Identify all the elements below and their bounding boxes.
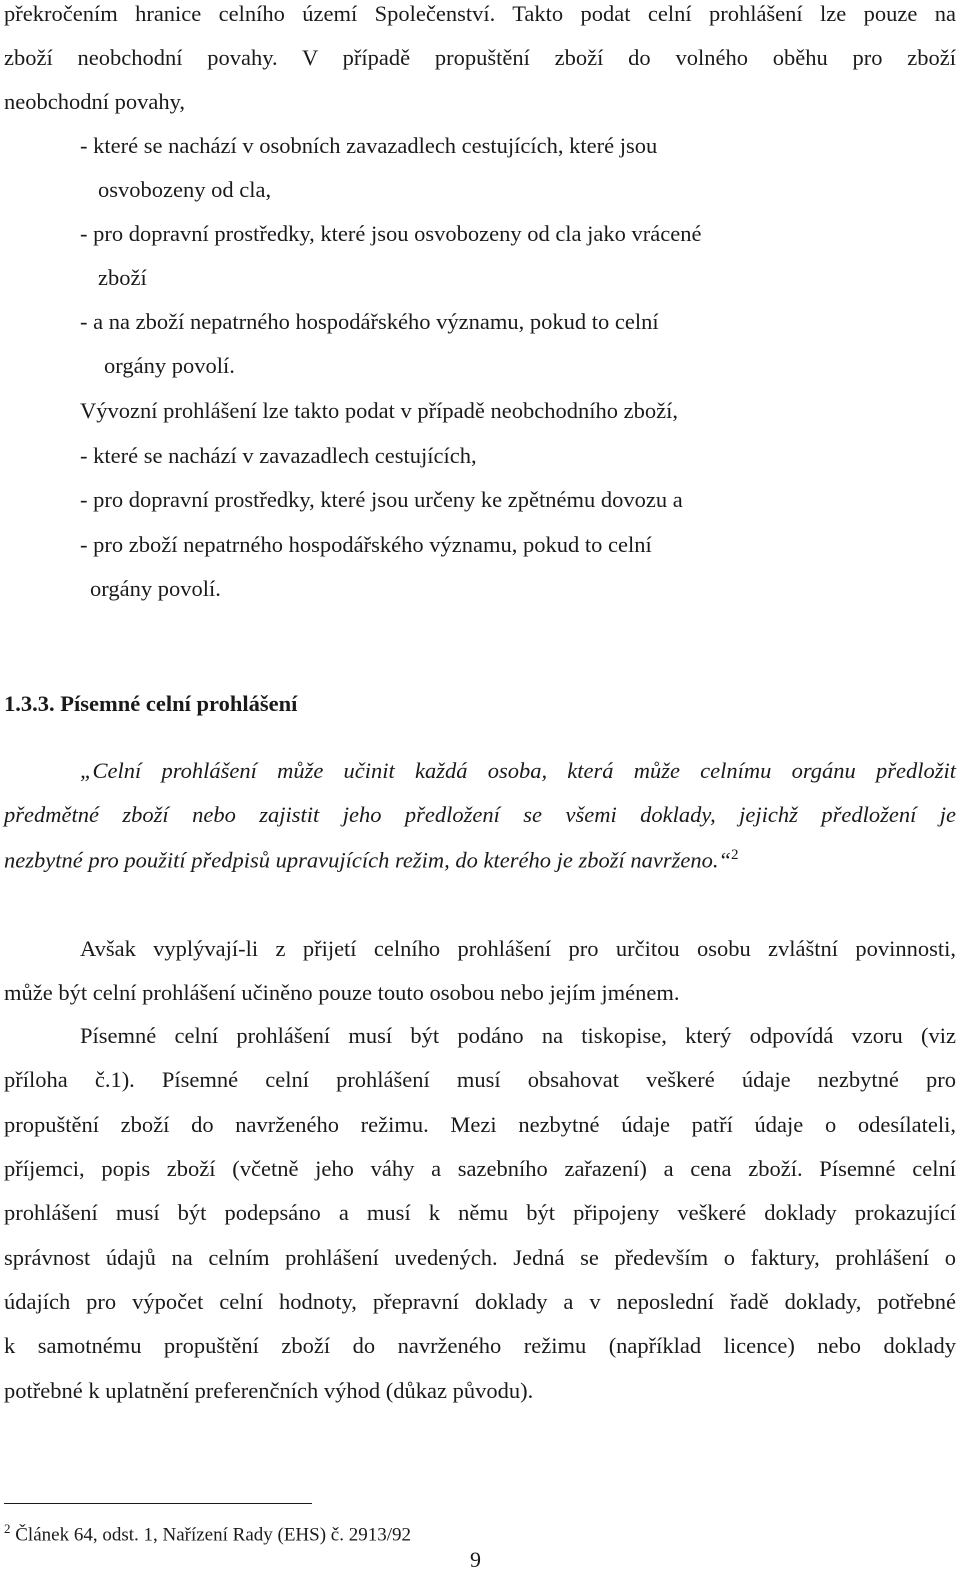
quote-line: předmětné zboží nebo zajistit jeho předložení se všemi doklady, jejichž předložení je [4, 802, 956, 827]
body-line: překročením hranice celního území Společenství. Takto podat celní prohlášení lze pouze na [4, 1, 956, 26]
body-line: Avšak vyplývají-li z přijetí celního prohlášení pro určitou osobu zvláštní povinnosti, [80, 936, 956, 961]
body-line: zboží neobchodní povahy. V případě propuštění zboží do volného oběhu pro zboží [4, 45, 956, 70]
list-item: - pro zboží nepatrného hospodářského významu, pokud to celní [80, 532, 652, 557]
list-item: orgány povolí. [90, 576, 221, 601]
quote-line [4, 848, 739, 872]
section-heading: 1.3.3. Písemné celní prohlášení [4, 691, 298, 716]
footnote-ref: 2 [731, 847, 739, 863]
quote-text: nezbytné pro použití předpisů upravujících režim, do kterého je zboží navrženo.“ [4, 847, 731, 873]
body-line: k samotnému propuštění zboží do navrženého režimu (například licence) nebo doklady [4, 1333, 956, 1358]
body-line: neobchodní povahy, [4, 89, 185, 114]
body-line: může být celní prohlášení učiněno pouze touto osobou nebo jejím jménem. [4, 980, 680, 1005]
body-line: příjemci, popis zboží (včetně jeho váhy a sazebního zařazení) a cena zboží. Písemné celní [4, 1156, 956, 1181]
body-line: propuštění zboží do navrženého režimu. Mezi nezbytné údaje patří údaje o odesílateli, [4, 1112, 956, 1137]
footnote-mark: 2 [4, 1521, 11, 1536]
list-item: - které se nachází v zavazadlech cestujících, [80, 443, 477, 468]
footnote [4, 1521, 411, 1546]
list-item: orgány povolí. [104, 353, 235, 378]
list-item: - a na zboží nepatrného hospodářského významu, pokud to celní [80, 309, 659, 334]
list-item: - které se nachází v osobních zavazadlech cestujících, které jsou [80, 133, 658, 158]
footnote-text: Článek 64, odst. 1, Nařízení Rady (EHS) č. 2913/92 [15, 1524, 412, 1546]
body-line: příloha č.1). Písemné celní prohlášení musí obsahovat veškeré údaje nezbytné pro [4, 1067, 956, 1092]
list-item: osvobozeny od cla, [98, 177, 272, 202]
body-line: prohlášení musí být podepsáno a musí k němu být připojeny veškeré doklady prokazující [4, 1200, 956, 1225]
footnote-rule [4, 1503, 312, 1504]
list-item: - pro dopravní prostředky, které jsou osvobozeny od cla jako vrácené [80, 221, 702, 246]
body-line: Písemné celní prohlášení musí být podáno na tiskopise, který odpovídá vzoru (viz [80, 1023, 956, 1048]
quote-line: „Celní prohlášení může učinit každá osoba, která může celnímu orgánu předložit [80, 758, 956, 783]
body-line: Vývozní prohlášení lze takto podat v případě neobchodního zboží, [80, 398, 678, 423]
body-line: údajích pro výpočet celní hodnoty, přepravní doklady a v neposlední řadě doklady, potřebné [4, 1289, 956, 1314]
list-item: zboží [98, 265, 147, 290]
list-item: - pro dopravní prostředky, které jsou určeny ke zpětnému dovozu a [80, 487, 683, 512]
body-line: potřebné k uplatnění preferenčních výhod (důkaz původu). [4, 1378, 534, 1403]
body-line: správnost údajů na celním prohlášení uvedených. Jedná se především o faktury, prohlášení o [4, 1245, 956, 1270]
page-number: 9 [470, 1547, 481, 1572]
